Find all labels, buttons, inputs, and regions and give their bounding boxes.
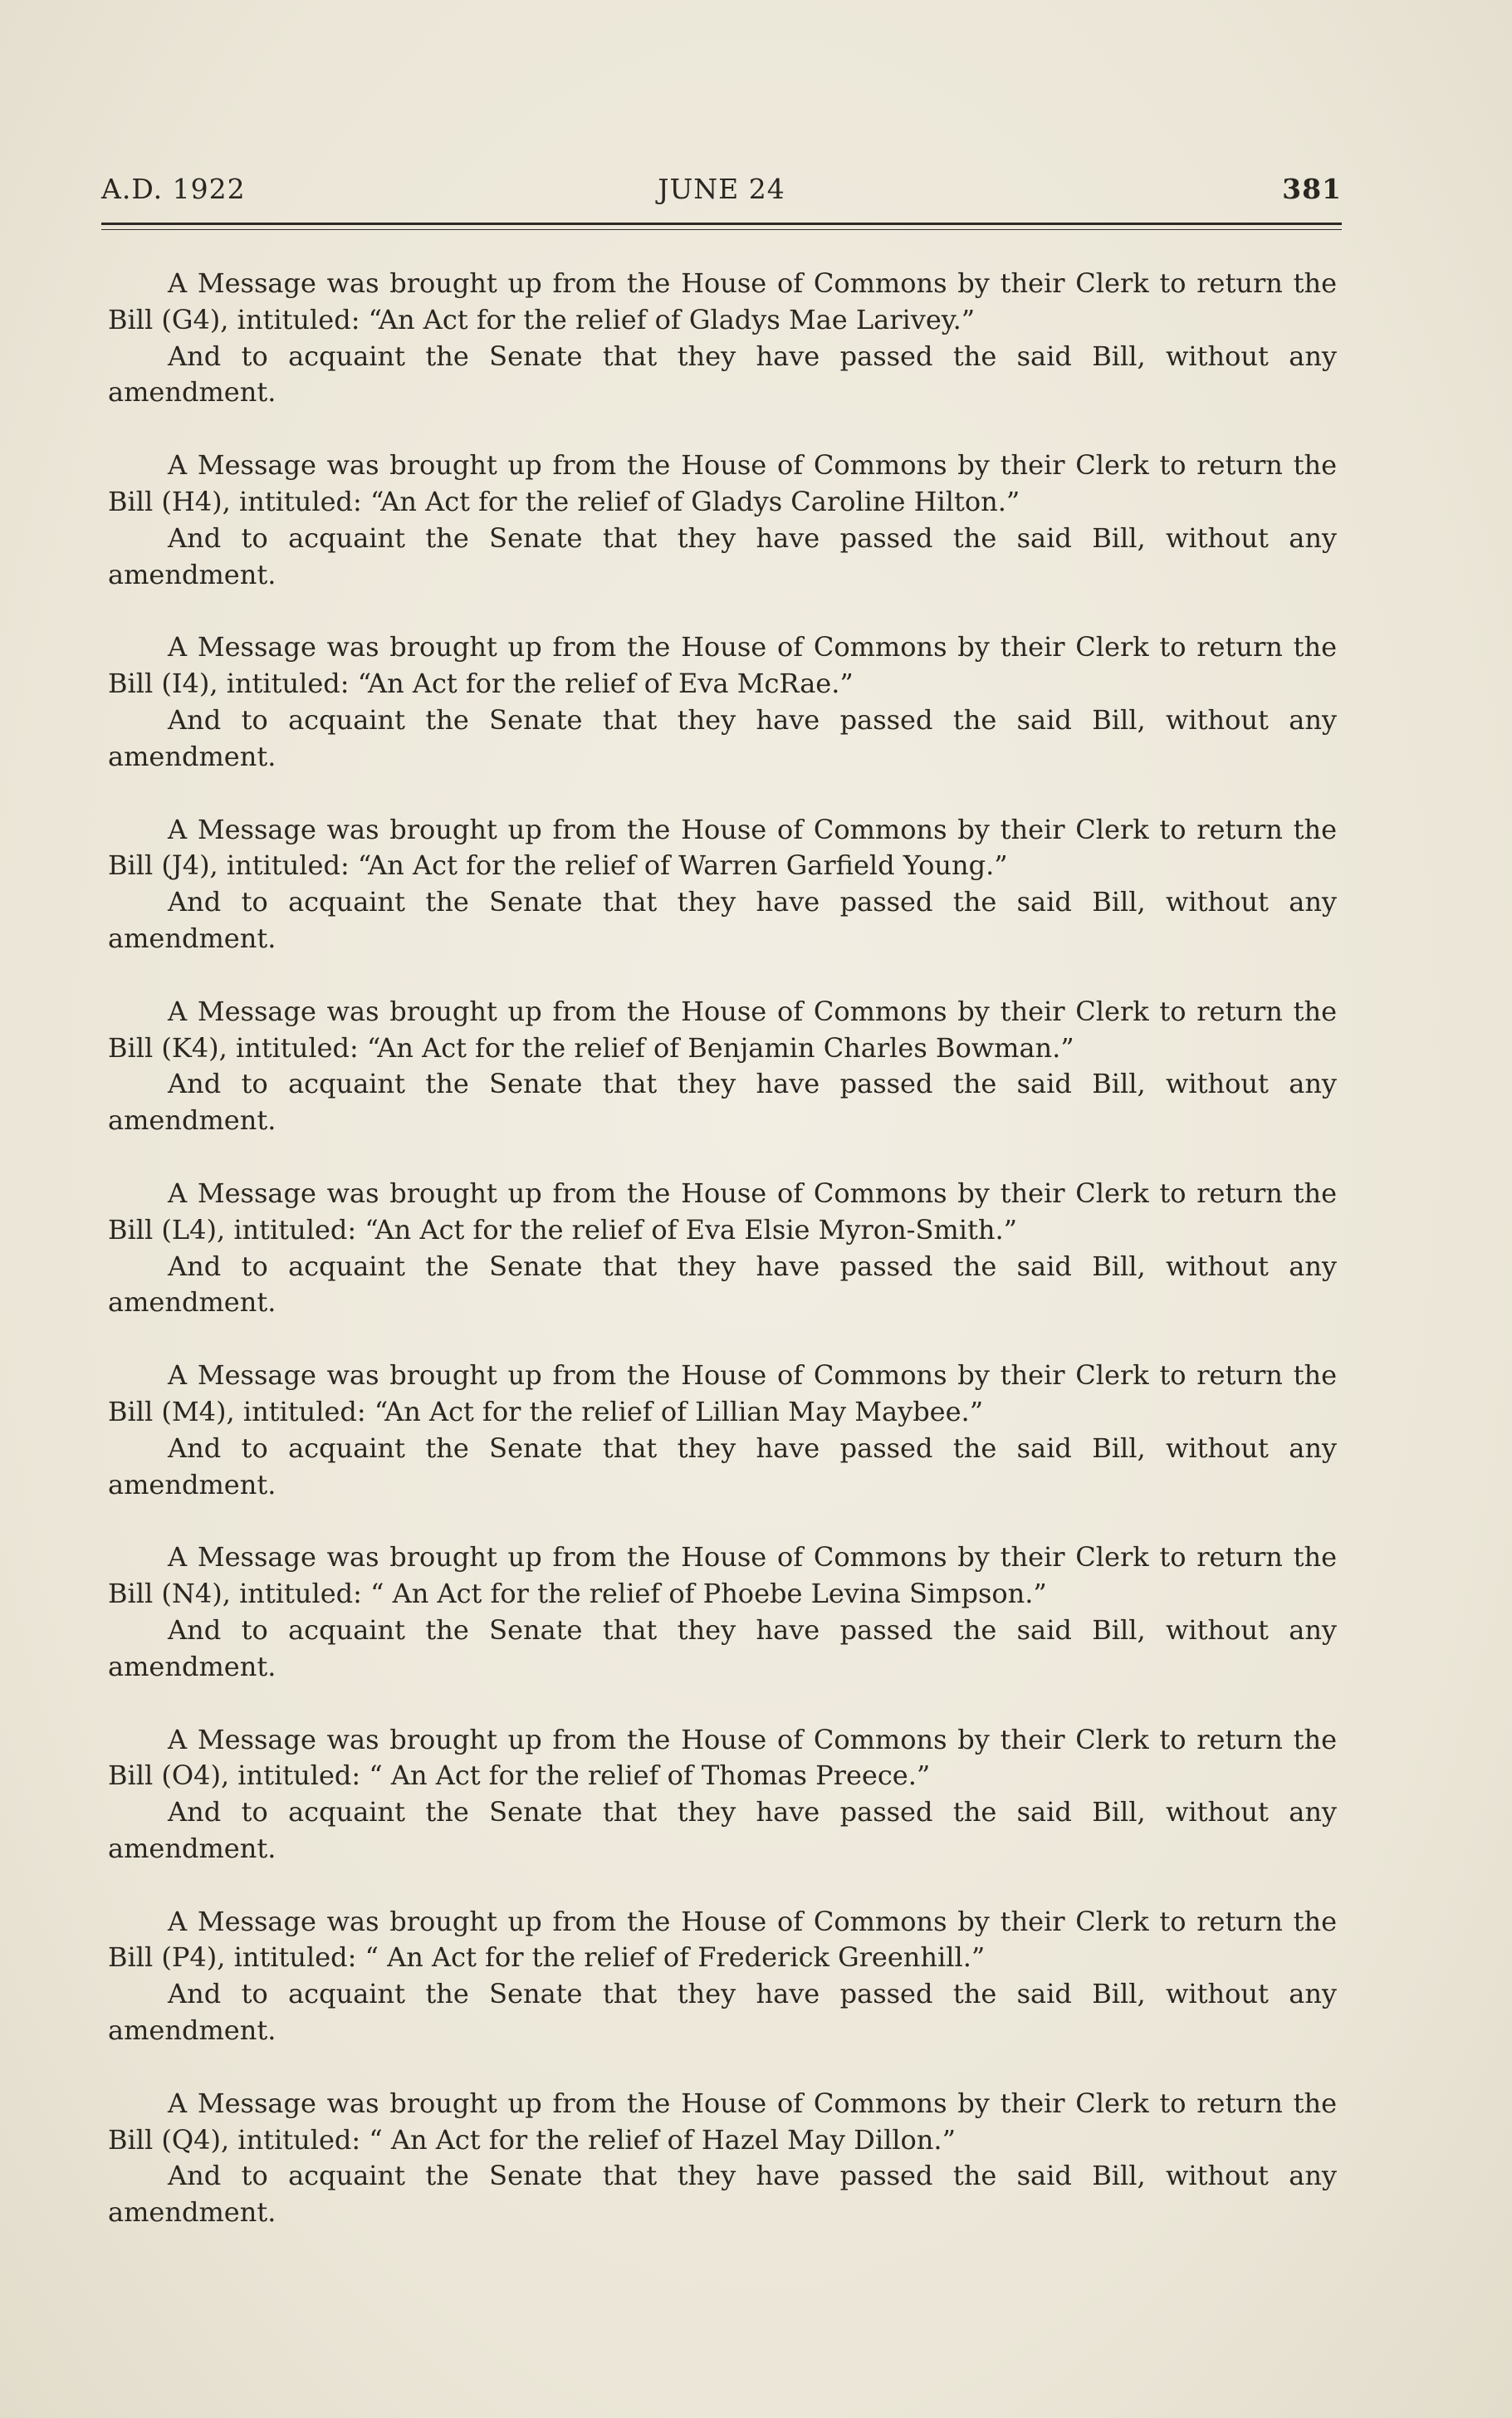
message-paragraph: A Message was brought up from the House of Commons by their Clerk to return the Bill (I4), intituled: “An Act for the relief of Eva McRae.” <box>108 631 1337 700</box>
acquaint-paragraph: And to acquaint the Senate that they have passed the said Bill, without any amendment. <box>108 1250 1337 1319</box>
message-entry <box>108 448 1337 593</box>
message-entry <box>108 994 1337 1139</box>
message-paragraph: A Message was brought up from the House of Commons by their Clerk to return the Bill (P4), intituled: “ An Act for the relief of Frederick Greenhill.” <box>108 1905 1337 1974</box>
header-date: JUNE 24 <box>658 173 785 205</box>
message-entry <box>108 1358 1337 1503</box>
message-paragraph: A Message was brought up from the House of Commons by their Clerk to return the Bill (L4), intituled: “An Act for the relief of Eva Elsie Myron-Smith.” <box>108 1177 1337 1246</box>
acquaint-paragraph: And to acquaint the Senate that they have passed the said Bill, without any amendment. <box>108 1068 1337 1137</box>
acquaint-paragraph: And to acquaint the Senate that they have passed the said Bill, without any amendment. <box>108 521 1337 590</box>
message-entry <box>108 812 1337 957</box>
message-paragraph: A Message was brought up from the House of Commons by their Clerk to return the Bill (Q4), intituled: “ An Act for the relief of Hazel May Dillon.” <box>108 2087 1337 2156</box>
page-number: 381 <box>1282 173 1342 205</box>
message-entry <box>108 266 1337 411</box>
message-paragraph: A Message was brought up from the House of Commons by their Clerk to return the Bill (H4), intituled: “An Act for the relief of Gladys Caroline Hilton.” <box>108 449 1337 517</box>
message-entry <box>108 1904 1337 2049</box>
page-header <box>101 173 1342 214</box>
header-rule-thin <box>101 229 1342 230</box>
message-paragraph: A Message was brought up from the House of Commons by their Clerk to return the Bill (M4), intituled: “An Act for the relief of Lillian May Maybee.” <box>108 1359 1337 1427</box>
acquaint-paragraph: And to acquaint the Senate that they have passed the said Bill, without any amendment. <box>108 1978 1337 2047</box>
message-entry <box>108 629 1337 775</box>
message-entry <box>108 1539 1337 1685</box>
message-entry <box>108 1176 1337 1321</box>
header-rule-thick <box>101 223 1342 225</box>
acquaint-paragraph: And to acquaint the Senate that they have passed the said Bill, without any amendment. <box>108 703 1337 772</box>
message-entry <box>108 1722 1337 1867</box>
acquaint-paragraph: And to acquaint the Senate that they have passed the said Bill, without any amendment. <box>108 1796 1337 1864</box>
message-paragraph: A Message was brought up from the House of Commons by their Clerk to return the Bill (O4), intituled: “ An Act for the relief of Thomas Preece.” <box>108 1723 1337 1792</box>
message-paragraph: A Message was brought up from the House of Commons by their Clerk to return the Bill (J4), intituled: “An Act for the relief of Warren Garfield Young.” <box>108 813 1337 882</box>
acquaint-paragraph: And to acquaint the Senate that they have passed the said Bill, without any amendment. <box>108 2160 1337 2229</box>
message-entry <box>108 2086 1337 2231</box>
journal-body <box>108 266 1337 2268</box>
header-year: A.D. 1922 <box>101 173 246 205</box>
message-paragraph: A Message was brought up from the House of Commons by their Clerk to return the Bill (K4), intituled: “An Act for the relief of Benjamin Charles Bowman.” <box>108 995 1337 1064</box>
acquaint-paragraph: And to acquaint the Senate that they have passed the said Bill, without any amendment. <box>108 886 1337 954</box>
message-paragraph: A Message was brought up from the House of Commons by their Clerk to return the Bill (N4), intituled: “ An Act for the relief of Phoebe Levina Simpson.” <box>108 1541 1337 1610</box>
acquaint-paragraph: And to acquaint the Senate that they have passed the said Bill, without any amendment. <box>108 1432 1337 1500</box>
acquaint-paragraph: And to acquaint the Senate that they have passed the said Bill, without any amendment. <box>108 340 1337 409</box>
message-paragraph: A Message was brought up from the House of Commons by their Clerk to return the Bill (G4), intituled: “An Act for the relief of Gladys Mae Larivey.” <box>108 267 1337 335</box>
acquaint-paragraph: And to acquaint the Senate that they have passed the said Bill, without any amendment. <box>108 1613 1337 1682</box>
